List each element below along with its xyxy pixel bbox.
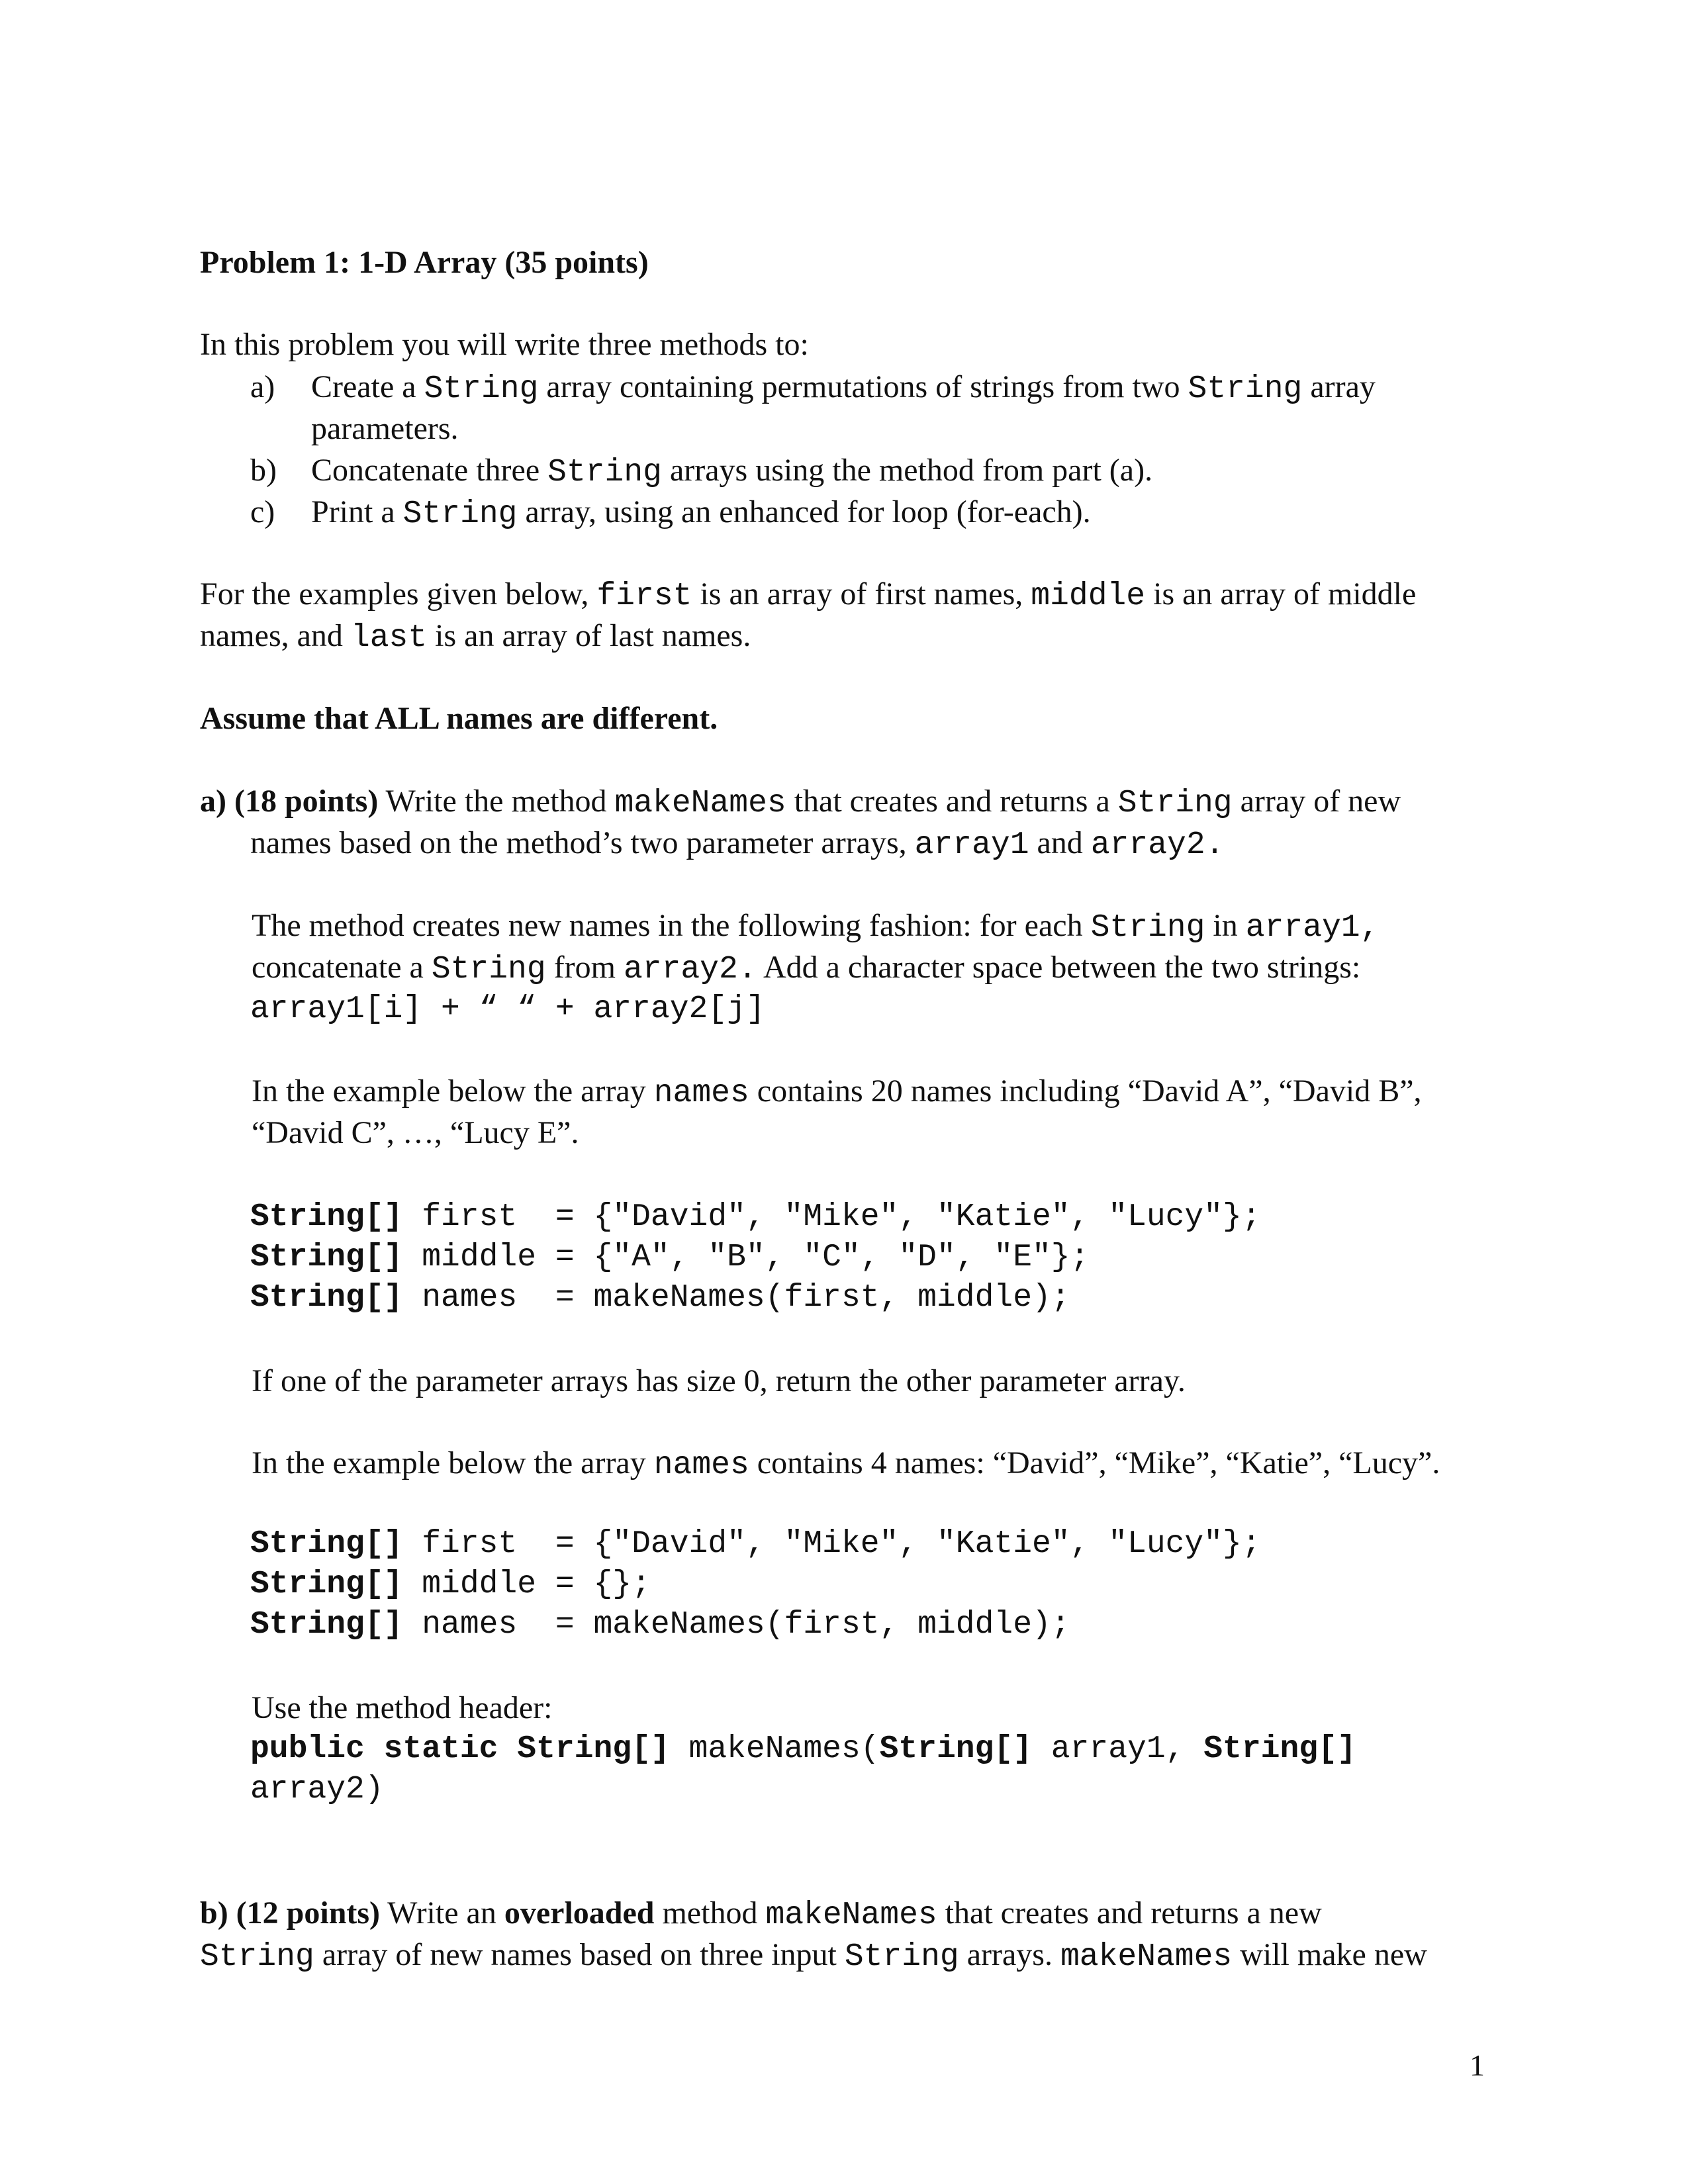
task-marker: b) [250, 453, 277, 488]
size-zero-rule: If one of the parameter arrays has size 0, return the other parameter array. [252, 1363, 1186, 1398]
example1-line2: “David C”, …, “Lucy E”. [252, 1115, 579, 1150]
part-b-label: b) (12 points) [200, 1895, 381, 1931]
task-b: b) Concatenate three String arrays using the method from part (a). [250, 450, 1152, 493]
part-b-line2: String array of new names based on three input String arrays. makeNames will make new [200, 1937, 1427, 1975]
examples-paragraph-line2: names, and last is an array of last names. [200, 618, 751, 656]
code-line: String[] first = {"David", "Mike", "Katie", "Lucy"}; [250, 1526, 1261, 1562]
method-desc-line2: concatenate a String from array2. Add a character space between the two strings: [252, 950, 1361, 987]
task-marker: c) [250, 494, 275, 529]
part-a-line2: names based on the method’s two parameter arrays, array1 and array2. [250, 825, 1225, 863]
code-line: String[] first = {"David", "Mike", "Katie", "Lucy"}; [250, 1199, 1261, 1235]
part-b-line1: b) (12 points) Write an overloaded method makeNames that creates and returns a new [200, 1895, 1322, 1933]
task-a: a) Create a String array containing permutations of strings from two String array [250, 367, 1376, 410]
code-line: String[] middle = {}; [250, 1567, 651, 1602]
method-header-code-line1: public static String[] makeNames(String[] array1, String[] [250, 1731, 1356, 1767]
part-a-label: a) (18 points) [200, 784, 379, 819]
code-line: String[] names = makeNames(first, middle); [250, 1280, 1070, 1316]
assumption-note: Assume that ALL names are different. [200, 701, 718, 736]
part-a-line1: a) (18 points) Write the method makeNames that creates and returns a String array of new [200, 784, 1401, 821]
page-number: 1 [1470, 2048, 1485, 2082]
method-header-code-line2: array2) [250, 1772, 384, 1807]
example2-line1: In the example below the array names contains 4 names: “David”, “Mike”, “Katie”, “Lucy”. [252, 1445, 1440, 1483]
method-desc-line1: The method creates new names in the following fashion: for each String in array1, [252, 908, 1380, 946]
task-a-continued: parameters. [311, 411, 459, 446]
example1-line1: In the example below the array names contains 20 names including “David A”, “David B”, [252, 1073, 1422, 1111]
problem-title: Problem 1: 1-D Array (35 points) [200, 245, 649, 280]
intro-text: In this problem you will write three methods to: [200, 327, 809, 362]
concat-expression: array1[i] + “ “ + array2[j] [250, 991, 765, 1027]
code-line: String[] names = makeNames(first, middle); [250, 1607, 1070, 1643]
code-line: String[] middle = {"A", "B", "C", "D", "E"}; [250, 1240, 1090, 1275]
task-marker: a) [250, 369, 275, 404]
task-c: c) Print a String array, using an enhanced for loop (for-each). [250, 492, 1091, 535]
method-header-label: Use the method header: [252, 1690, 553, 1725]
examples-paragraph-line1: For the examples given below, first is an array of first names, middle is an array of middle [200, 576, 1417, 614]
